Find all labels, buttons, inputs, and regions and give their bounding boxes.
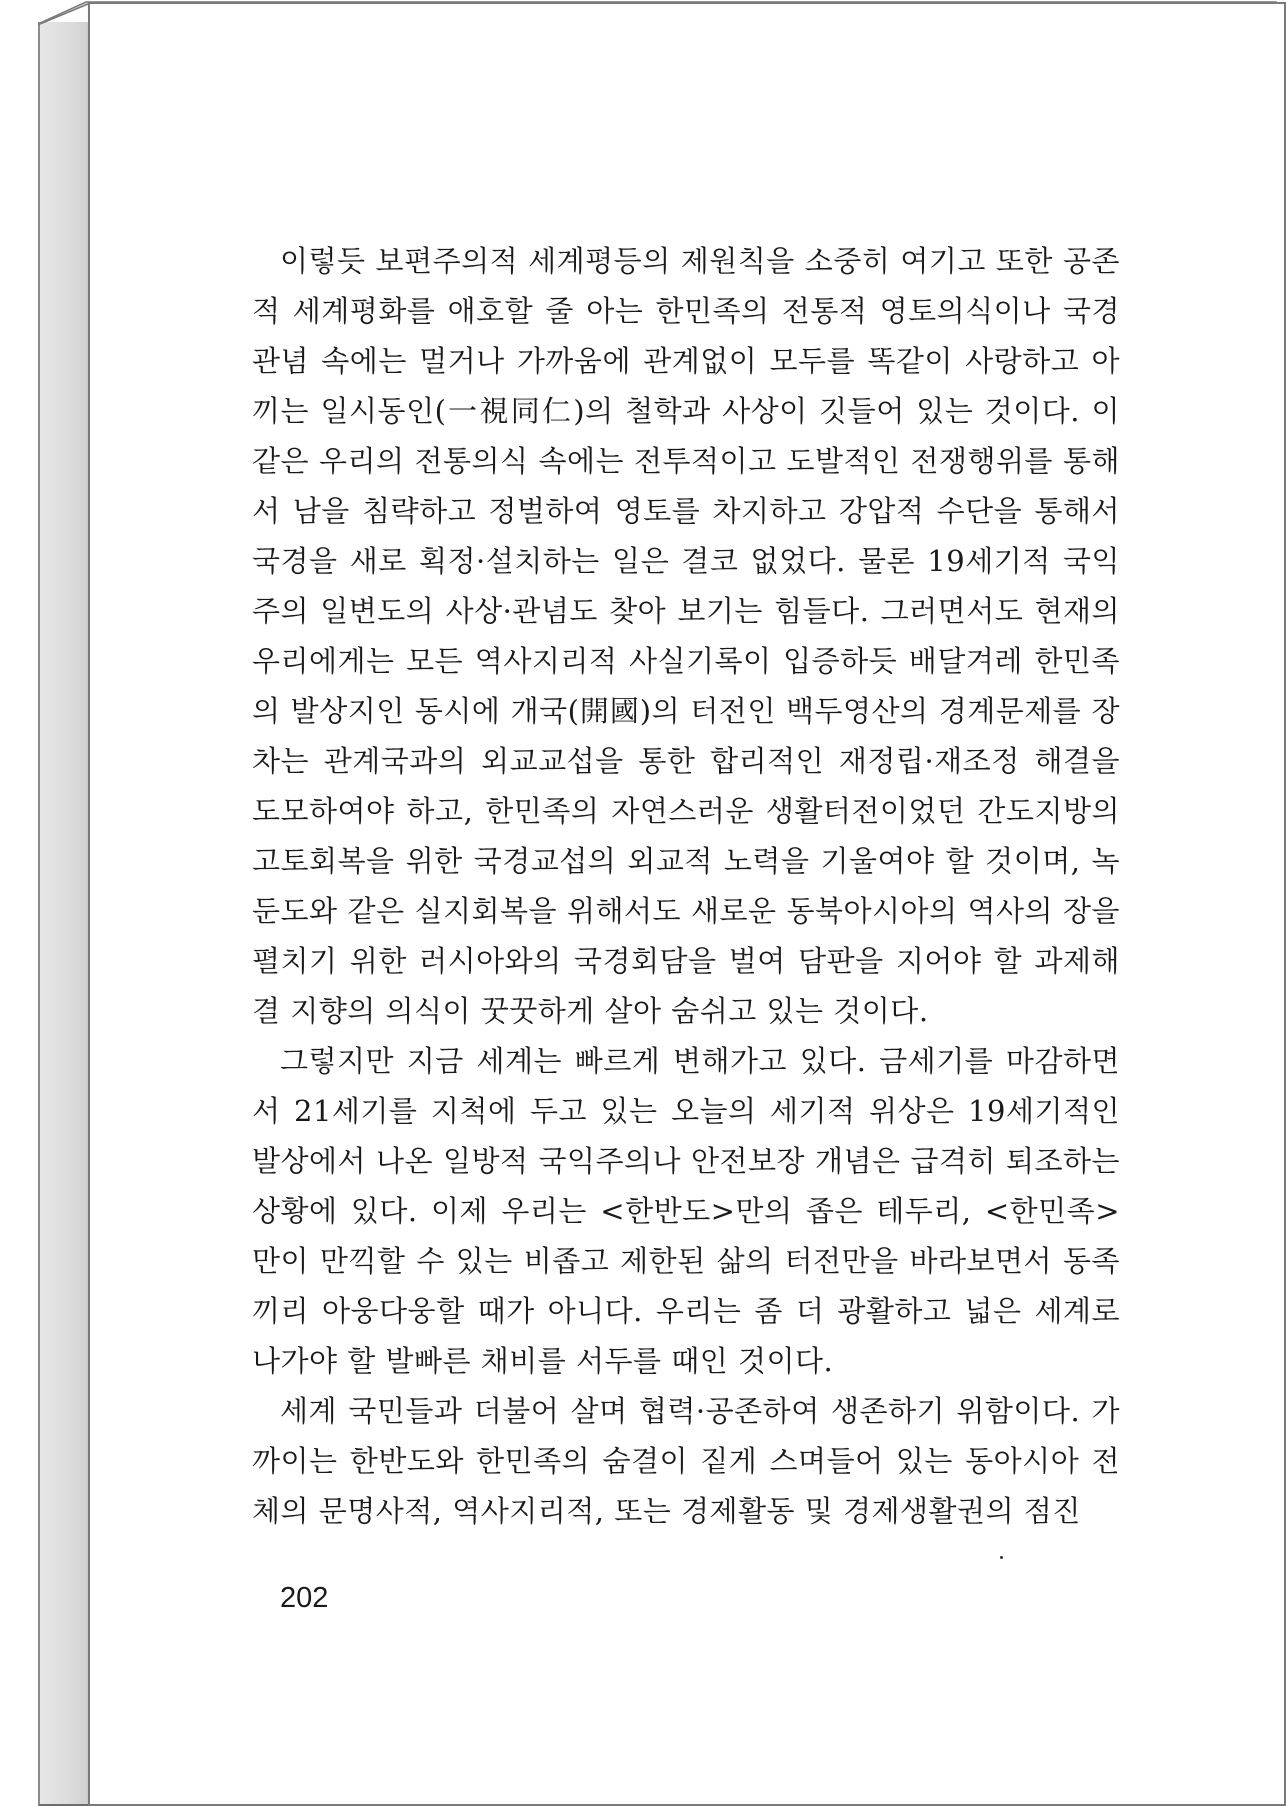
paragraph-2: 그렇지만 지금 세계는 빠르게 변해가고 있다. 금세기를 마감하면서 21세기를 지척에 두고 있는 오늘의 세기적 위상은 19세기적인 발상에서 나온 일방적 국익주의나 안전보장 개념은 급격히 퇴조하는 상황에 있다. 이제 우리는 <한반도>만의 좁은 테두리, <한민족>만이 만끽할 수 있는 비좁고 제한된 삶의 터전만을 바라보면서 동족끼리 아웅다웅할 때가 아니다. 우리는 좀 더 광활하고 넓은 세계로 나가야 할 발빠른 채비를 서두를 때인 것이다. <box>252 1044 1120 1378</box>
paragraph-1: 이렇듯 보편주의적 세계평등의 제원칙을 소중히 여기고 또한 공존적 세계평화를 애호할 줄 아는 한민족의 전통적 영토의식이나 국경관념 속에는 멀거나 가까움에 관계없이 모두를 똑같이 사랑하고 아끼는 일시동인(一視同仁)의 철학과 사상이 깃들어 있는 것이다. 이같은 우리의 전통의식 속에는 전투적이고 도발적인 전쟁행위를 통해서 남을 침략하고 정벌하여 영토를 차지하고 강압적 수단을 통해서 국경을 새로 획정·설치하는 일은 결코 없었다. 물론 19세기적 국익주의 일변도의 사상·관념도 찾아 보기는 힘들다. 그러면서도 현재의 우리에게는 모든 역사지리적 사실기록이 입증하듯 배달겨레 한민족의 발상지인 동시에 개국(開國)의 터전인 백두영산의 경계문제를 장차는 관계국과의 외교교섭을 통한 합리적인 재정립·재조정 해결을 도모하여야 하고, 한민족의 자연스러운 생활터전이었던 간도지방의 고토회복을 위한 국경교섭의 외교적 노력을 기울여야 할 것이며, 녹둔도와 같은 실지회복을 위해서도 새로운 동북아시아의 역사의 장을 펼치기 위한 러시아와의 국경회담을 벌여 담판을 지어야 할 과제해결 지향의 의식이 꿋꿋하게 살아 숨쉬고 있는 것이다. <box>252 244 1120 1028</box>
paragraph-3: 세계 국민들과 더불어 살며 협력·공존하여 생존하기 위함이다. 가까이는 한반도와 한민족의 숨결이 짙게 스며들어 있는 동아시아 전체의 문명사적, 역사지리적, 또는 경제활동 및 경제생활권의 점진 <box>252 1394 1120 1528</box>
body-text <box>252 236 1120 1536</box>
book-spine <box>38 22 92 1806</box>
stray-dot <box>1000 1556 1003 1559</box>
page <box>88 2 1286 1806</box>
page-number: 202 <box>280 1582 329 1614</box>
